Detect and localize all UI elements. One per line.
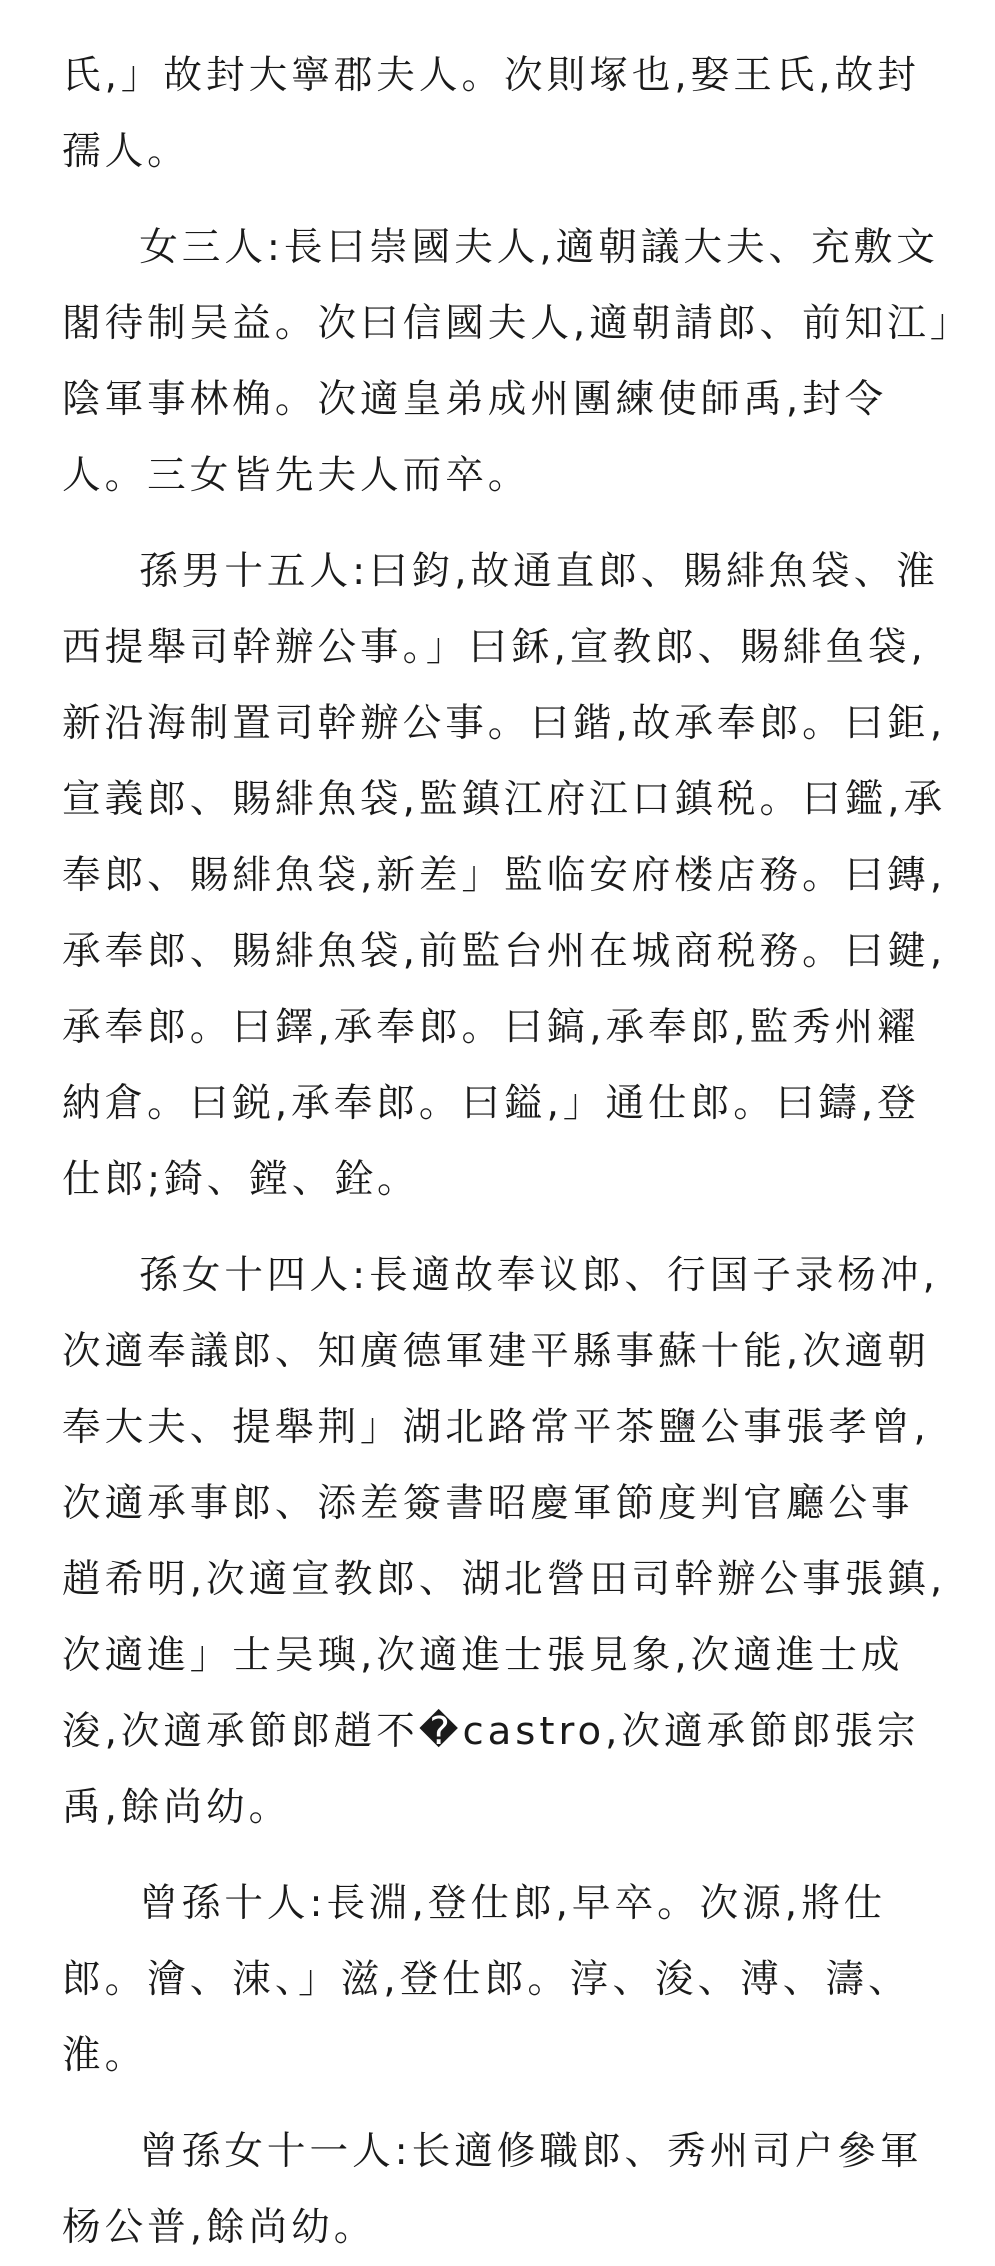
paragraph-grandsons: 孫男十五人:曰鈞,故通直郎、賜緋魚袋、淮西提舉司幹辦公事。」曰鉌,宣教郎、賜緋鱼袋,新沿海制置司幹辦公事。曰鍇,故承奉郎。曰鉅,宣義郎、賜緋魚袋,監鎮江府江口鎮税。曰鑑,承奉郎、賜緋魚袋,新差」監临安府楼店務。曰鏄,承奉郎、賜緋魚袋,前監台州在城商税務。曰鍵,承奉郎。曰鐸,承奉郎。曰鎬,承奉郎,監秀州糴納倉。曰鋭,承奉郎。曰鎰,」通仕郎。曰鑄,登仕郎;錡、鏜、銓。: [62, 549, 947, 1202]
paragraph-great-grandsons: 曾孫十人:長淵,登仕郎,早卒。次源,將仕郎。澮、涑、」滋,登仕郎。淳、浚、溥、濤、淮。: [62, 1881, 911, 2078]
paragraph-great-granddaughters: 曾孫女十一人:长適修職郎、秀州司户參軍杨公普,餘尚幼。: [62, 2129, 923, 2250]
paragraph-daughters: 女三人:長曰崇國夫人,適朝議大夫、充敷文閣待制吴益。次曰信國夫人,適朝請郎、前知江」陰軍事林桷。次適皇弟成州團練使師禹,封令人。三女皆先夫人而卒。: [62, 225, 954, 498]
paragraph-granddaughters: 孫女十四人:長適故奉议郎、行国子录杨冲,次適奉議郎、知廣德軍建平縣事蘇十能,次適朝奉大夫、提舉荆」湖北路常平茶鹽公事張孝曾,次適承事郎、添差簽書昭慶軍節度判官廳公事趙希明,次適宣教郎、湖北營田司幹辦公事張鎮,次適進」士吴璵,次適進士張見象,次適進士成浚,次適承節郎趙不�castro,次適承節郎張宗禹,餘尚幼。: [62, 1253, 947, 1830]
paragraph-spouses: 氏,」故封大寧郡夫人。次則塚也,娶王氏,故封孺人。: [62, 53, 920, 174]
